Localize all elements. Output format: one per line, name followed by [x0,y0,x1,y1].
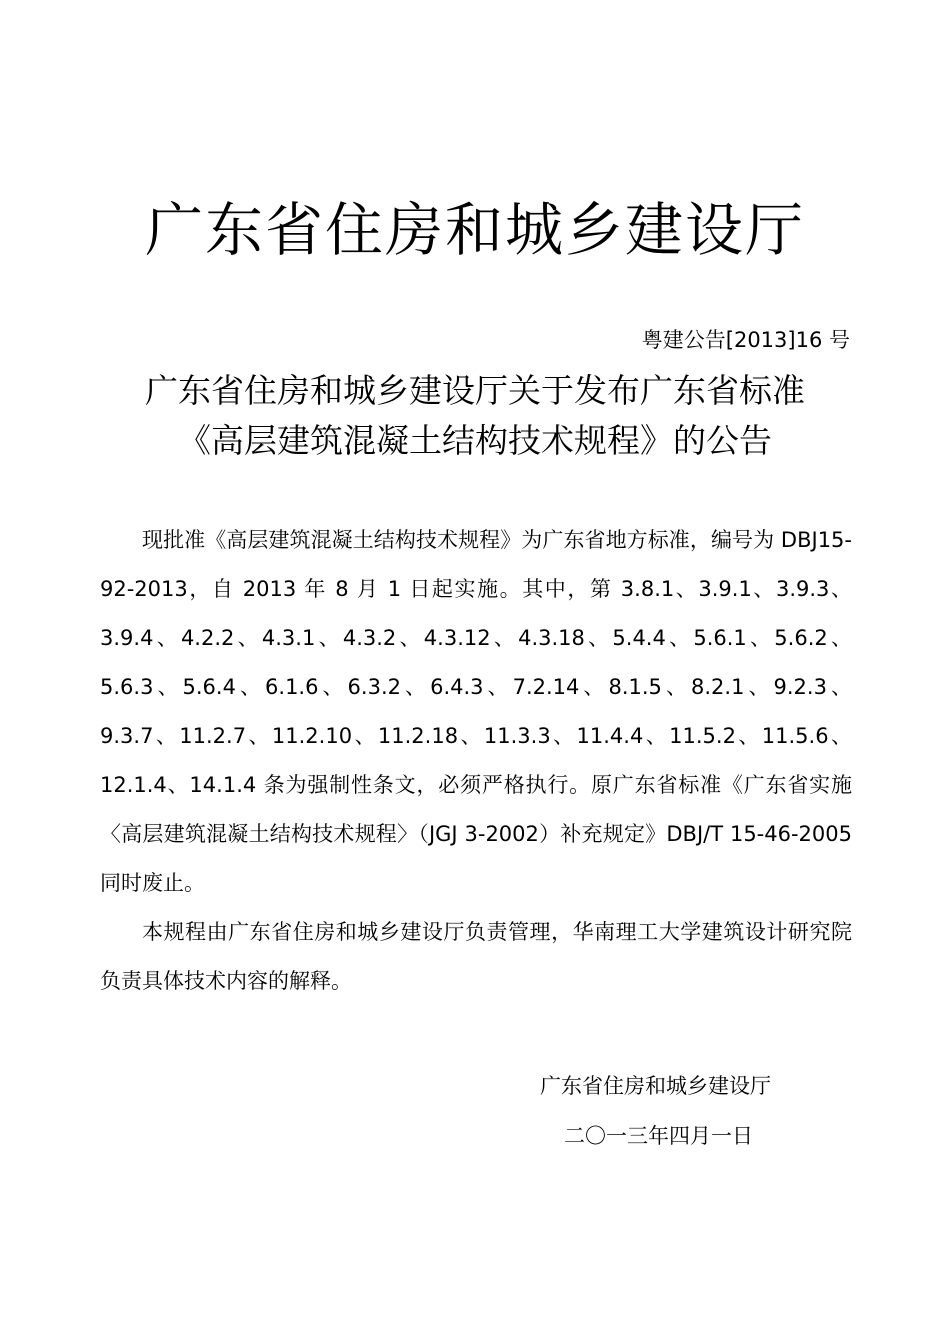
body-paragraph-2: 本规程由广东省住房和城乡建设厅负责管理，华南理工大学建筑设计研究院负责具体技术内容的解释。 [100,920,852,993]
document-title-line-2: 《高层建筑混凝土结构技术规程》的公告 [178,421,772,460]
document-title-line-1: 广东省住房和城乡建设厅关于发布广东省标准 [145,371,805,410]
document-number: 粤建公告[2013]16 号 [641,328,850,352]
signature-issuer: 广东省住房和城乡建设厅 [540,1074,771,1098]
body-paragraph-1: 现批准《高层建筑混凝土结构技术规程》为广东省地方标准，编号为 DBJ15-92-2013，自 2013 年 8 月 1 日起实施。其中，第 3.8.1、3.9.1、3.9.3、3.9.4、4.2.2、4.3.1、4.3.2、4.3.12、4.3.18、5.4.4、5.6.1、5.6.2、5.6.3、5.6.4、6.1.6、6.3.2、6.4.3、7.2.14、8.1.5、8.2.1、9.2.3、9.3.7、11.2.7、11.2.10、11.2.18、11.3.3、11.4.4、11.5.2、11.5.6、12.1.4、14.1.4 条为强制性条文，必须严格执行。原广东省标准《广东省实施〈高层建筑混凝土结构技术规程〉（JGJ 3-2002）补充规定》DBJ/T 15-46-2005 同时废止。 [100,528,852,895]
announcement-body [100,516,852,1006]
document-title [0,366,950,466]
signature-date: 二〇一三年四月一日 [564,1124,753,1148]
agency-header: 广东省住房和城乡建设厅 [144,196,805,264]
